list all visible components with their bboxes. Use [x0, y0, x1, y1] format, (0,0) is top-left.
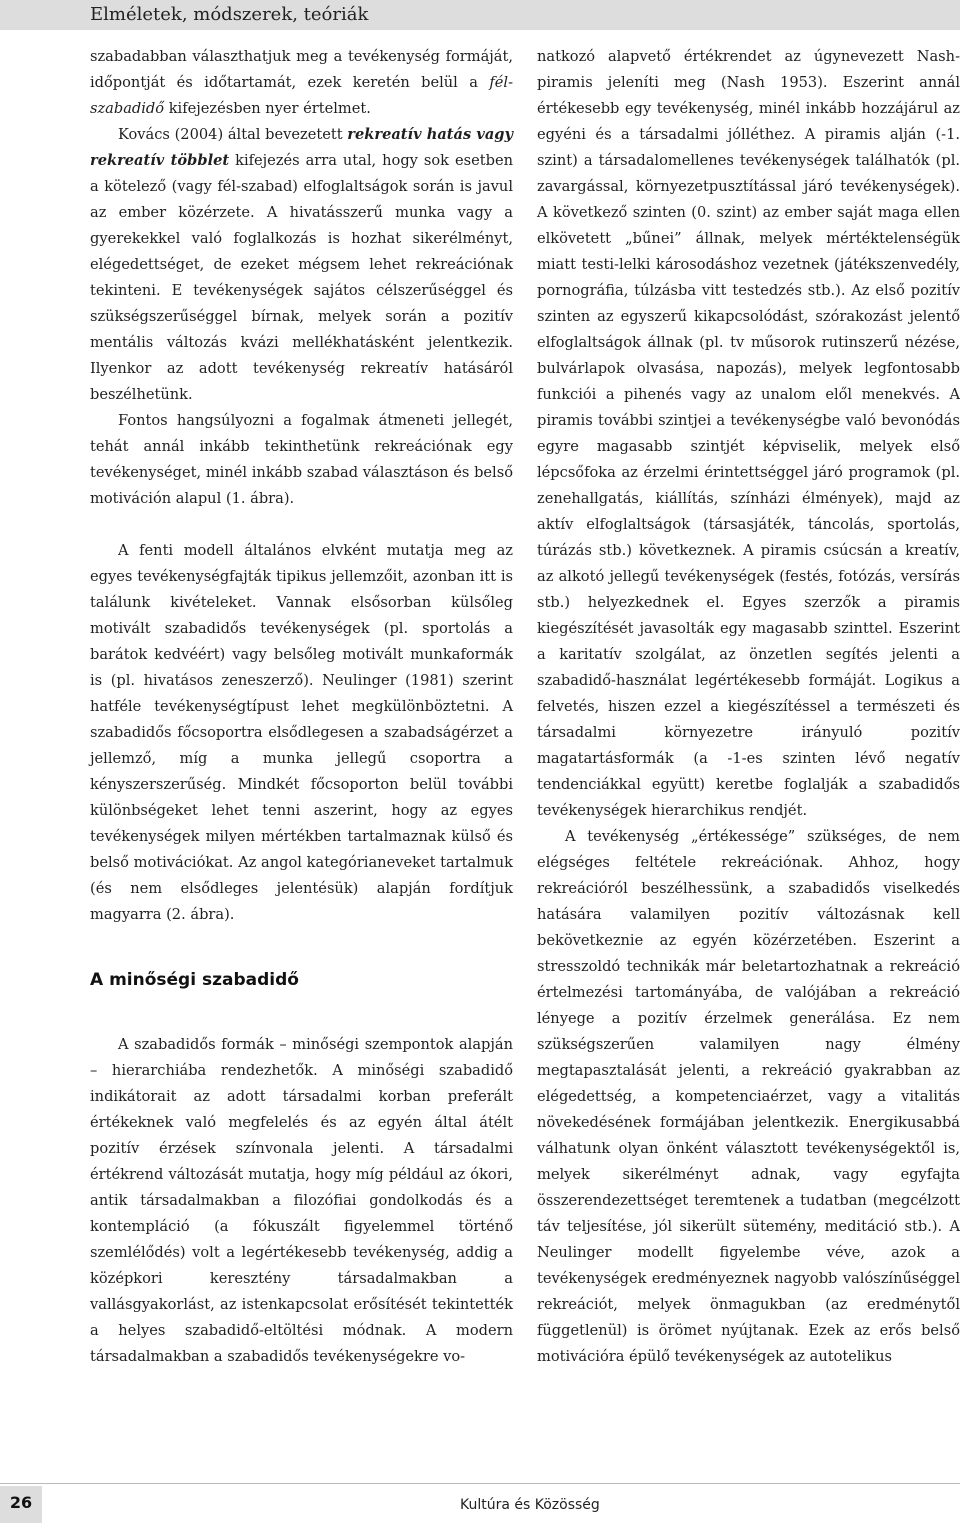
text-span: Kovács (2004) által bevezetett	[118, 126, 348, 143]
section-heading: A minőségi szabadidő	[90, 970, 299, 990]
paragraph: natkozó alapvető értékrendet az úgynevezett Nash-piramis jeleníti meg (Nash 1953). Eszerint annál értékesebb egy tevékenység, minél inkább hozzájárul az egyéni és a társadalmi jólléthez. A piramis alján (-1. szint) a társadalomellenes tevékenységek találhatók (pl. zavargással, környezetpusztítással járó tevékenységek). A következő szinten (0. szint) az ember saját maga ellen elkövetett „bűnei” állnak, melyek mértéktelenségük miatt testi-lelki károsodáshoz vezetnek (játékszenvedély, pornográfia, túlzásba vitt testedzés stb.). Az első pozitív szinten az egyszerű kikapcsolódást, szórakozást jelentő elfoglaltságok állnak (pl. tv műsorok rutinszerű nézése, bulvárlapok olvasása, napozás), melyek legfontosabb funkciói a pihenés vagy az unalom elől menekvés. A piramis további szintjei a tevékenységbe való bevonódás egyre magasabb szintjét képviselik, melyek első lépcsőfoka az érzelmi érintettséggel járó programok (pl. zenehallgatás, kiállítás, színházi élmények), majd az aktív elfoglaltságok (társasjáték, táncolás, sportolás, túrázás stb.) következnek. A piramis csúcsán a kreatív, az alkotó jellegű tevékenységek (festés, fotózás, versírás stb.) helyezkednek el. Egyes szerzők a piramis kiegészítését javasolták egy magasabb szinttel. Eszerint a karitatív szolgálat, az önzetlen segítés jelenti a szabadidő-használat legértékesebb formáját. Logikus a felvetés, hiszen ezzel a kiegészítéssel a természeti és társadalmi környezetre irányuló pozitív magatartásformák (a -1-es szinten lévő negatív tendenciákkal együtt) keretbe foglalják a szabadidős tevékenységek hierarchikus rendjét.	[537, 48, 960, 819]
page-number: 26	[0, 1486, 42, 1523]
paragraph	[90, 44, 513, 122]
italic-term: fél-szabadidő	[90, 74, 513, 117]
paragraph: A fenti modell általános elvként mutatja meg az egyes tevékenységfajták tipikus jellemzőit, azonban itt is találunk kivételeket. Vannak elsősorban külsőleg motivált szabadidős tevékenységek (pl. sportolás a barátok kedvéért) vagy belsőleg motivált munkaformák is (pl. hivatásos zeneszerző). Neulinger (1981) szerint hatféle tevékenységtípust lehet megkülönböztetni. A szabadidős főcsoportra elsődlegesen a szabadságérzet a jellemző, míg a munka jellegű csoportra a kényszerszerűség. Mindkét főcsoporton belül további különbségeket lehet tenni aszerint, hogy az egyes tevékenységek milyen mértékben tartalmaznak külső és belső motivációkat. Az angol kategórianeveket tartalmuk (és nem elsődleges jelentésük) alapján fordítjuk magyarra (2. ábra).	[90, 542, 513, 923]
journal-name: Kultúra és Közösség	[460, 1497, 600, 1513]
paragraph: A szabadidős formák – minőségi szempontok alapján – hierarchiába rendezhetők. A minőségi szabadidő indikátorait az adott társadalmi korban preferált értékeknek való megfelelés és az egyén által átélt pozitív érzések színvonala jelenti. A társadalmi értékrend változását mutatja, hogy míg például az ókori, antik társadalmakban a filozófiai gondolkodás és a kontempláció (a fókuszált figyelemmel történő szemlélődés) volt a legértékesebb tevékenység, addig a középkori keresztény társadalmakban a vallásgyakorlást, az istenkapcsolat erősítését tekintették a helyes szabadidő-eltöltési módnak. A modern társadalmakban a szabadidős tevékenységekre vo-	[90, 1036, 513, 1365]
bold-italic-term: rekreatív hatás vagy rekreatív többlet	[90, 126, 513, 169]
paragraph: A tevékenység „értékessége” szükséges, de nem elégséges feltétele rekreációnak. Ahhoz, hogy rekreációról beszélhessünk, a szabadidős viselkedés hatására valamilyen pozitív változásnak kell bekövetkeznie az egyén közérzetében. Eszerint a stresszoldó technikák már beletartozhatnak a rekreáció értelmezési tartományába, de valójában a rekreáció lényege a pozitív érzelmek generálása. Ez nem szükségszerűen valamilyen nagy élmény megtapasztalását jelenti, a rekreáció gyakrabban az elégedettség, a kompetenciaérzet, vagy a vitalitás növekedésének formájában jelentkezik. Energikusabbá válhatunk olyan önként választott tevékenységektől is, melyek sikerélményt adnak, vagy egyfajta összerendezettséget teremtenek a tudatban (megcélzott táv teljesítése, jól sikerült sütemény, meditáció stb.). A Neulinger modellt figyelembe véve, azok a tevékenységek eredményeznek nagyobb valószínűséggel rekreációt, melyek önmagukban (az eredménytől függetlenül) is örömet nyújtanak. Ezek az erős belső motivációra épülő tevékenységek az autotelikus	[537, 828, 960, 1365]
paragraph: Fontos hangsúlyozni a fogalmak átmeneti jellegét, tehát annál inkább tekinthetünk rekreációnak egy tevékenységet, minél inkább szabad választáson és belső motiváción alapul (1. ábra).	[90, 412, 513, 507]
left-column	[90, 44, 513, 1370]
spacer	[90, 928, 513, 967]
section-title: Elméletek, módszerek, teóriák	[90, 4, 369, 25]
footer-divider	[0, 1483, 960, 1484]
text-span: kifejezés arra utal, hogy sok esetben a kötelező (vagy fél-szabad) elfoglaltságok során is javul az ember közérzete. A hivatásszerű munka vagy a gyerekekkel való foglalkozás is hozhat sikerélményt, elégedettséget, de ezeket mégsem lehet rekreációnak tekinteni. E tevékenységek sajátos célszerűséggel és szükségszerűséggel bírnak, melyek során a pozitív mentális változás kvázi mellékhatásként jelentkezik. Ilyenkor az adott tevékenység rekreatív hatásáról beszélhetünk.	[90, 152, 513, 403]
text-span: szabadabban választhatjuk meg a tevékenység formáját, időpontját és időtartamát, ezek keretén belül a	[90, 48, 513, 91]
spacer	[90, 512, 513, 538]
paragraph	[90, 122, 513, 408]
running-header	[0, 0, 960, 30]
right-column	[537, 44, 960, 1370]
spacer	[90, 993, 513, 1032]
text-span: kifejezésben nyer értelmet.	[164, 100, 371, 117]
